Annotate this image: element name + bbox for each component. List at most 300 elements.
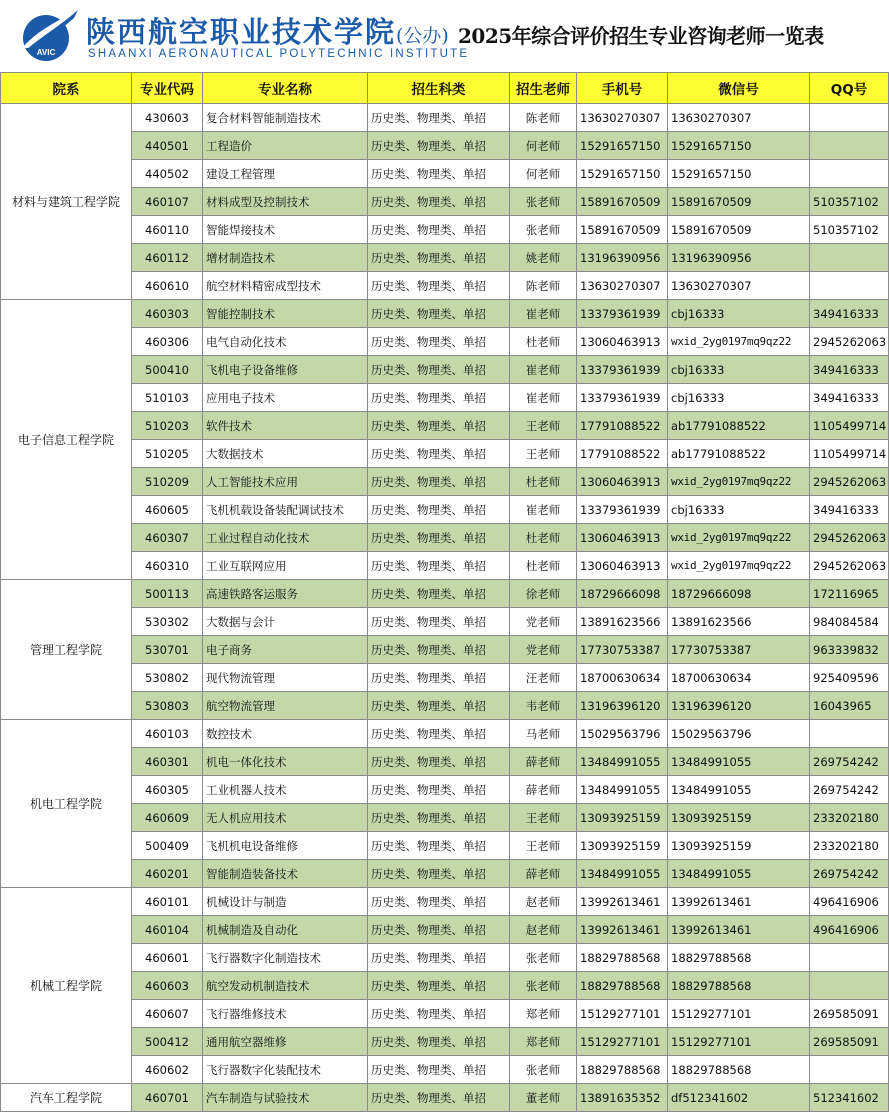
major-code-cell: 500409 [132,832,203,860]
major-code-cell: 460101 [132,888,203,916]
column-header-major-name: 专业名称 [203,73,368,104]
qq-cell [810,944,889,972]
qq-cell: 269585091 [810,1000,889,1028]
qq-cell [810,272,889,300]
major-name-cell: 飞行器数字化制造技术 [203,944,368,972]
wechat-cell: wxid_2yg0197mq9qz22 [668,328,810,356]
teacher-cell: 杜老师 [510,468,577,496]
qq-cell: 496416906 [810,916,889,944]
major-name-cell: 航空材料精密成型技术 [203,272,368,300]
table-row [1,440,889,468]
major-code-cell: 460607 [132,1000,203,1028]
major-code-cell: 460103 [132,720,203,748]
table-row [1,608,889,636]
school-name-cn: 陕西航空职业技术学院 [86,15,397,49]
table-row [1,468,889,496]
phone-cell: 13379361939 [577,384,668,412]
qq-cell: 496416906 [810,888,889,916]
teacher-cell: 陈老师 [510,104,577,132]
wechat-cell: 13484991055 [668,860,810,888]
major-code-cell: 460605 [132,496,203,524]
teacher-cell: 何老师 [510,160,577,188]
teacher-cell: 张老师 [510,216,577,244]
major-code-cell: 440501 [132,132,203,160]
table-row [1,888,889,916]
column-header-category: 招生科类 [368,73,510,104]
teacher-cell: 党老师 [510,636,577,664]
phone-cell: 13630270307 [577,272,668,300]
category-cell: 历史类、物理类、单招 [368,608,510,636]
phone-cell: 13060463913 [577,552,668,580]
teacher-cell: 崔老师 [510,384,577,412]
category-cell: 历史类、物理类、单招 [368,244,510,272]
table-row [1,216,889,244]
category-cell: 历史类、物理类、单招 [368,888,510,916]
wechat-cell: 15291657150 [668,132,810,160]
major-name-cell: 机电一体化技术 [203,748,368,776]
table-body [1,104,889,1112]
wechat-cell: 15291657150 [668,160,810,188]
phone-cell: 13093925159 [577,832,668,860]
wechat-cell: 13196390956 [668,244,810,272]
wechat-cell: 17730753387 [668,636,810,664]
teacher-cell: 崔老师 [510,356,577,384]
qq-cell: 233202180 [810,804,889,832]
wechat-cell: cbj16333 [668,384,810,412]
phone-cell: 18829788568 [577,944,668,972]
category-cell: 历史类、物理类、单招 [368,216,510,244]
phone-cell: 13060463913 [577,524,668,552]
major-code-cell: 510203 [132,412,203,440]
teacher-cell: 何老师 [510,132,577,160]
wechat-cell: wxid_2yg0197mq9qz22 [668,552,810,580]
category-cell: 历史类、物理类、单招 [368,1084,510,1112]
teacher-cell: 薛老师 [510,776,577,804]
table-row [1,1028,889,1056]
major-name-cell: 航空发动机制造技术 [203,972,368,1000]
major-code-cell: 510205 [132,440,203,468]
category-cell: 历史类、物理类、单招 [368,1056,510,1084]
phone-cell: 13630270307 [577,104,668,132]
teacher-cell: 崔老师 [510,300,577,328]
teacher-cell: 薛老师 [510,748,577,776]
major-name-cell: 航空物流管理 [203,692,368,720]
teacher-cell: 马老师 [510,720,577,748]
major-code-cell: 460305 [132,776,203,804]
major-name-cell: 高速铁路客运服务 [203,580,368,608]
major-name-cell: 工业互联网应用 [203,552,368,580]
wechat-cell: 13630270307 [668,272,810,300]
major-code-cell: 500410 [132,356,203,384]
category-cell: 历史类、物理类、单招 [368,524,510,552]
major-code-cell: 460301 [132,748,203,776]
table-row [1,552,889,580]
category-cell: 历史类、物理类、单招 [368,104,510,132]
major-code-cell: 430603 [132,104,203,132]
major-name-cell: 机械制造及自动化 [203,916,368,944]
major-name-cell: 工程造价 [203,132,368,160]
phone-cell: 13196390956 [577,244,668,272]
table-row [1,776,889,804]
major-name-cell: 汽车制造与试验技术 [203,1084,368,1112]
major-name-cell: 增材制造技术 [203,244,368,272]
phone-cell: 13379361939 [577,356,668,384]
qq-cell: 510357102 [810,216,889,244]
qq-cell: 2945262063 [810,468,889,496]
wechat-cell: cbj16333 [668,496,810,524]
major-name-cell: 智能控制技术 [203,300,368,328]
major-name-cell: 工业过程自动化技术 [203,524,368,552]
teacher-cell: 徐老师 [510,580,577,608]
dept-cell: 管理工程学院 [1,580,132,720]
qq-cell: 512341602 [810,1084,889,1112]
major-name-cell: 复合材料智能制造技术 [203,104,368,132]
dept-cell: 材料与建筑工程学院 [1,104,132,300]
major-name-cell: 机械设计与制造 [203,888,368,916]
teacher-cell: 张老师 [510,972,577,1000]
category-cell: 历史类、物理类、单招 [368,776,510,804]
major-name-cell: 无人机应用技术 [203,804,368,832]
page-header [0,0,889,72]
teacher-cell: 王老师 [510,412,577,440]
dept-cell: 电子信息工程学院 [1,300,132,580]
table-row [1,412,889,440]
category-cell: 历史类、物理类、单招 [368,580,510,608]
phone-cell: 15891670509 [577,188,668,216]
major-name-cell: 大数据与会计 [203,608,368,636]
major-name-cell: 电子商务 [203,636,368,664]
qq-cell: 2945262063 [810,552,889,580]
qq-cell [810,132,889,160]
major-code-cell: 460107 [132,188,203,216]
category-cell: 历史类、物理类、单招 [368,664,510,692]
major-code-cell: 510103 [132,384,203,412]
table-row [1,748,889,776]
major-code-cell: 460306 [132,328,203,356]
phone-cell: 13992613461 [577,916,668,944]
qq-cell: 2945262063 [810,524,889,552]
table-row [1,384,889,412]
qq-cell: 269585091 [810,1028,889,1056]
public-school-tag: (公办) [396,25,449,47]
column-header-phone: 手机号 [577,73,668,104]
teacher-cell: 王老师 [510,440,577,468]
category-cell: 历史类、物理类、单招 [368,188,510,216]
major-code-cell: 460110 [132,216,203,244]
phone-cell: 15029563796 [577,720,668,748]
category-cell: 历史类、物理类、单招 [368,552,510,580]
phone-cell: 18829788568 [577,1056,668,1084]
phone-cell: 17730753387 [577,636,668,664]
major-code-cell: 530803 [132,692,203,720]
table-row [1,132,889,160]
qq-cell [810,1056,889,1084]
qq-cell [810,160,889,188]
qq-cell: 1105499714 [810,440,889,468]
major-code-cell: 460603 [132,972,203,1000]
table-row [1,524,889,552]
phone-cell: 13891635352 [577,1084,668,1112]
qq-cell [810,244,889,272]
category-cell: 历史类、物理类、单招 [368,916,510,944]
category-cell: 历史类、物理类、单招 [368,944,510,972]
column-header-qq: QQ号 [810,73,889,104]
category-cell: 历史类、物理类、单招 [368,300,510,328]
major-code-cell: 510209 [132,468,203,496]
qq-cell: 349416333 [810,300,889,328]
phone-cell: 18829788568 [577,972,668,1000]
phone-cell: 13379361939 [577,496,668,524]
wechat-cell: ab17791088522 [668,440,810,468]
wechat-cell: ab17791088522 [668,412,810,440]
major-name-cell: 大数据技术 [203,440,368,468]
phone-cell: 13484991055 [577,860,668,888]
qq-cell: 349416333 [810,356,889,384]
category-cell: 历史类、物理类、单招 [368,160,510,188]
page-title: 2025年综合评价招生专业咨询老师一览表 [458,24,824,48]
teacher-cell: 郑老师 [510,1000,577,1028]
table-row [1,188,889,216]
category-cell: 历史类、物理类、单招 [368,132,510,160]
major-name-cell: 智能制造装备技术 [203,860,368,888]
major-code-cell: 460602 [132,1056,203,1084]
wechat-cell: cbj16333 [668,356,810,384]
category-cell: 历史类、物理类、单招 [368,440,510,468]
major-name-cell: 软件技术 [203,412,368,440]
phone-cell: 17791088522 [577,440,668,468]
school-name [86,10,449,51]
qq-cell [810,720,889,748]
table-row [1,832,889,860]
qq-cell: 16043965 [810,692,889,720]
teacher-cell: 崔老师 [510,496,577,524]
teacher-cell: 赵老师 [510,916,577,944]
consultant-table [0,72,889,1112]
major-name-cell: 飞机机载设备装配调试技术 [203,496,368,524]
wechat-cell: 18829788568 [668,1056,810,1084]
major-code-cell: 530802 [132,664,203,692]
teacher-cell: 董老师 [510,1084,577,1112]
phone-cell: 15891670509 [577,216,668,244]
table-row [1,636,889,664]
table-row [1,356,889,384]
teacher-cell: 张老师 [510,188,577,216]
phone-cell: 15291657150 [577,160,668,188]
dept-cell: 汽车工程学院 [1,1084,132,1112]
major-code-cell: 460307 [132,524,203,552]
category-cell: 历史类、物理类、单招 [368,384,510,412]
category-cell: 历史类、物理类、单招 [368,720,510,748]
teacher-cell: 姚老师 [510,244,577,272]
teacher-cell: 王老师 [510,832,577,860]
category-cell: 历史类、物理类、单招 [368,356,510,384]
category-cell: 历史类、物理类、单招 [368,272,510,300]
qq-cell: 269754242 [810,748,889,776]
table-row [1,1000,889,1028]
wechat-cell: 13093925159 [668,832,810,860]
major-name-cell: 智能焊接技术 [203,216,368,244]
table-row [1,860,889,888]
logo-badge: AVIC [36,48,56,57]
phone-cell: 17791088522 [577,412,668,440]
table-row [1,104,889,132]
wechat-cell: 15891670509 [668,188,810,216]
teacher-cell: 郑老师 [510,1028,577,1056]
phone-cell: 13891623566 [577,608,668,636]
major-code-cell: 460601 [132,944,203,972]
major-name-cell: 飞机机电设备维修 [203,832,368,860]
phone-cell: 13484991055 [577,776,668,804]
qq-cell: 984084584 [810,608,889,636]
phone-cell: 13060463913 [577,328,668,356]
phone-cell: 15291657150 [577,132,668,160]
table-row [1,1056,889,1084]
table-row [1,720,889,748]
wechat-cell: 18729666098 [668,580,810,608]
phone-cell: 18729666098 [577,580,668,608]
phone-cell: 13060463913 [577,468,668,496]
major-name-cell: 飞行器维修技术 [203,1000,368,1028]
category-cell: 历史类、物理类、单招 [368,1000,510,1028]
category-cell: 历史类、物理类、单招 [368,496,510,524]
category-cell: 历史类、物理类、单招 [368,804,510,832]
wechat-cell: 18829788568 [668,944,810,972]
wechat-cell: 13992613461 [668,888,810,916]
qq-cell: 963339832 [810,636,889,664]
major-name-cell: 现代物流管理 [203,664,368,692]
teacher-cell: 党老师 [510,608,577,636]
table-row [1,580,889,608]
teacher-cell: 陈老师 [510,272,577,300]
wechat-cell: cbj16333 [668,300,810,328]
qq-cell: 269754242 [810,776,889,804]
phone-cell: 13093925159 [577,804,668,832]
phone-cell: 13379361939 [577,300,668,328]
wechat-cell: 13484991055 [668,748,810,776]
qq-cell: 269754242 [810,860,889,888]
dept-cell: 机械工程学院 [1,888,132,1084]
wechat-cell: 13891623566 [668,608,810,636]
wechat-cell: 13484991055 [668,776,810,804]
major-code-cell: 460201 [132,860,203,888]
table-row [1,972,889,1000]
teacher-cell: 杜老师 [510,328,577,356]
table-row [1,916,889,944]
major-name-cell: 通用航空器维修 [203,1028,368,1056]
table-row [1,244,889,272]
major-code-cell: 440502 [132,160,203,188]
table-header-row [1,73,889,104]
wechat-cell: 13630270307 [668,104,810,132]
table-row [1,272,889,300]
teacher-cell: 杜老师 [510,524,577,552]
table-row [1,804,889,832]
major-code-cell: 460310 [132,552,203,580]
column-header-dept: 院系 [1,73,132,104]
category-cell: 历史类、物理类、单招 [368,832,510,860]
wechat-cell: 15029563796 [668,720,810,748]
teacher-cell: 张老师 [510,944,577,972]
major-name-cell: 人工智能技术应用 [203,468,368,496]
phone-cell: 15129277101 [577,1028,668,1056]
wechat-cell: 15129277101 [668,1028,810,1056]
major-code-cell: 460112 [132,244,203,272]
column-header-teacher: 招生老师 [510,73,577,104]
wechat-cell: wxid_2yg0197mq9qz22 [668,468,810,496]
table-row [1,300,889,328]
teacher-cell: 王老师 [510,804,577,832]
teacher-cell: 韦老师 [510,692,577,720]
wechat-cell: 18700630634 [668,664,810,692]
teacher-cell: 薛老师 [510,860,577,888]
wechat-cell: df512341602 [668,1084,810,1112]
qq-cell: 1105499714 [810,412,889,440]
major-name-cell: 应用电子技术 [203,384,368,412]
phone-cell: 15129277101 [577,1000,668,1028]
table-row [1,944,889,972]
teacher-cell: 汪老师 [510,664,577,692]
phone-cell: 18700630634 [577,664,668,692]
category-cell: 历史类、物理类、单招 [368,692,510,720]
qq-cell: 2945262063 [810,328,889,356]
qq-cell: 925409596 [810,664,889,692]
dept-cell: 机电工程学院 [1,720,132,888]
wechat-cell: 18829788568 [668,972,810,1000]
qq-cell: 349416333 [810,384,889,412]
major-code-cell: 460610 [132,272,203,300]
major-name-cell: 电气自动化技术 [203,328,368,356]
major-name-cell: 飞行器数字化装配技术 [203,1056,368,1084]
major-name-cell: 建设工程管理 [203,160,368,188]
qq-cell: 233202180 [810,832,889,860]
category-cell: 历史类、物理类、单招 [368,860,510,888]
major-name-cell: 工业机器人技术 [203,776,368,804]
major-code-cell: 460303 [132,300,203,328]
major-code-cell: 530701 [132,636,203,664]
major-name-cell: 数控技术 [203,720,368,748]
category-cell: 历史类、物理类、单招 [368,748,510,776]
avic-logo-icon [16,8,80,64]
category-cell: 历史类、物理类、单招 [368,1028,510,1056]
major-code-cell: 500412 [132,1028,203,1056]
column-header-major-code: 专业代码 [132,73,203,104]
qq-cell: 510357102 [810,188,889,216]
table-row [1,160,889,188]
qq-cell: 172116965 [810,580,889,608]
major-name-cell: 飞机电子设备维修 [203,356,368,384]
table-row [1,692,889,720]
teacher-cell: 张老师 [510,1056,577,1084]
phone-cell: 13992613461 [577,888,668,916]
table-row [1,664,889,692]
major-code-cell: 500113 [132,580,203,608]
major-name-cell: 材料成型及控制技术 [203,188,368,216]
major-code-cell: 530302 [132,608,203,636]
wechat-cell: 15129277101 [668,1000,810,1028]
teacher-cell: 杜老师 [510,552,577,580]
category-cell: 历史类、物理类、单招 [368,412,510,440]
table-row [1,496,889,524]
category-cell: 历史类、物理类、单招 [368,972,510,1000]
qq-cell [810,104,889,132]
phone-cell: 13196396120 [577,692,668,720]
qq-cell [810,972,889,1000]
table-row [1,328,889,356]
wechat-cell: 13093925159 [668,804,810,832]
table-row [1,1084,889,1112]
category-cell: 历史类、物理类、单招 [368,468,510,496]
wechat-cell: wxid_2yg0197mq9qz22 [668,524,810,552]
